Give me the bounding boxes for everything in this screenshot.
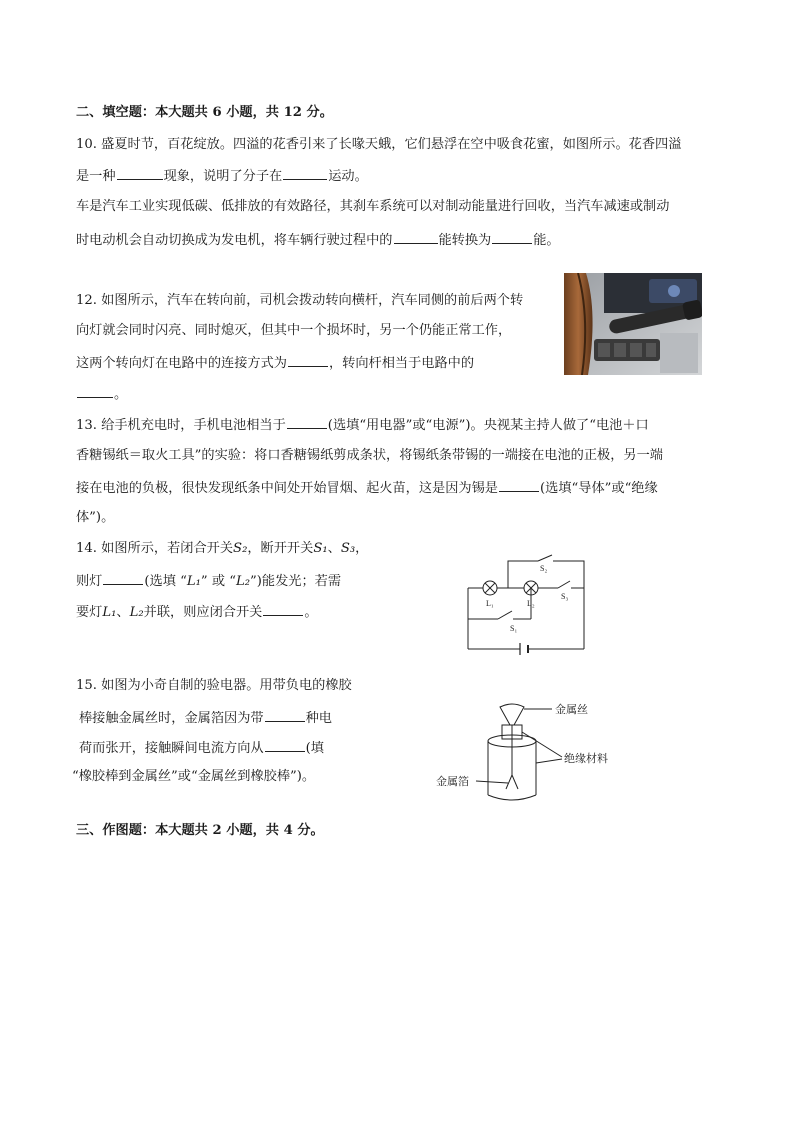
q10-text-c: 运动。 (328, 169, 368, 184)
q14-line-1 (76, 540, 368, 558)
electroscope-svg (430, 695, 620, 805)
circuit-diagram-svg (460, 553, 590, 657)
label-metal-wire: 金属丝 (555, 704, 588, 716)
q14-text-d: (选填 “ (144, 574, 187, 589)
q14-blank-2[interactable] (263, 602, 303, 616)
q15-blank-2[interactable] (265, 738, 305, 752)
q13-line-2: 香糖锡纸＝取火工具”的实验：将口香糖锡纸剪成条状，将锡纸条带锡的一端接在电池的正极，另一端 (76, 448, 663, 463)
q10-text-a: 是一种 (76, 169, 116, 184)
label-insulator: 绝缘材料 (564, 753, 608, 765)
q13-text-b2: (选填“导体”或“绝缘 (540, 481, 658, 496)
section-2-heading: 二、填空题：本大题共 6 小题，共 12 分。 (76, 105, 333, 120)
q14-lamp-l1: L₁ (186, 574, 201, 589)
q14-text-i: 。 (304, 605, 318, 620)
q14-blank-1[interactable] (103, 571, 143, 585)
q14-text-c: 则灯 (76, 574, 103, 589)
circuit-diagram (460, 553, 590, 657)
q14-text-e: ” 或 “ (200, 574, 236, 589)
car-turn-signal-photo (564, 273, 702, 375)
q15-text-c: 荷而张开，接触瞬间电流方向从 (79, 741, 264, 756)
q10-line-1: 10. 盛夏时节，百花绽放。四溢的花香引来了长喙天蛾，它们悬浮在空中吸食花蜜，如图所示。花香四溢 (76, 137, 682, 152)
q11-line-2 (76, 230, 560, 250)
q14-line-2 (76, 571, 341, 591)
q11-text-c: 能。 (533, 233, 560, 248)
q10-text-b: 现象，说明了分子在 (163, 169, 283, 184)
q14-text-b: ，断开开关 (247, 541, 314, 556)
q14-text-g: 要灯 (76, 605, 103, 620)
q12-line-3 (76, 353, 474, 373)
q14-text-f: ”)能发光；若需 (250, 574, 342, 589)
q12-line-1: 12. 如图所示，汽车在转向前，司机会拨动转向横杆，汽车同侧的前后两个转 (76, 293, 524, 308)
q14-lamp-l2: L₂ (235, 574, 250, 589)
q13-text-b: (选填“用电器”或“电源”)。央视某主持人做了“电池＋口 (327, 418, 649, 433)
q14-line-3 (76, 602, 318, 622)
electroscope-figure (430, 695, 620, 805)
q15-blank-1[interactable] (265, 708, 305, 722)
q12-line-4 (76, 384, 127, 404)
q13-line-1 (76, 415, 649, 435)
q13-line-3 (76, 478, 658, 498)
q15-text-b: 种电 (305, 711, 332, 726)
q14-comma: ， (355, 541, 369, 556)
q15-line-4: “橡胶棒到金属丝”或“金属丝到橡胶棒”)。 (72, 769, 316, 784)
q10-blank-2[interactable] (283, 166, 327, 180)
q13-blank-1[interactable] (287, 415, 327, 429)
q14-sep-b: 、 (116, 605, 130, 620)
circuit-label-s2: S₂ (540, 564, 548, 573)
q12-blank-1[interactable] (288, 353, 328, 367)
q11-text-a: 时电动机会自动切换成为发电机，将车辆行驶过程中的 (76, 233, 393, 248)
q12-text-a: 这两个转向灯在电路中的连接方式为 (76, 356, 287, 371)
q12-line-2: 向灯就会同时闪亮、同时熄灭，但其中一个损坏时，另一个仍能正常工作， (76, 323, 512, 338)
q15-text-a: 棒接触金属丝时，金属箔因为带 (79, 711, 264, 726)
circuit-label-l1: L₁ (486, 599, 494, 608)
q12-blank-2[interactable] (77, 384, 113, 398)
car-turn-signal-illustration (564, 273, 702, 375)
q14-switch-s1: S₁ (313, 541, 328, 556)
q12-text-b: ，转向杆相当于电路中的 (329, 356, 475, 371)
circuit-label-s3: S₃ (561, 592, 569, 601)
circuit-label-l2: L₂ (527, 599, 535, 608)
q14-text-a: 14. 如图所示，若闭合开关 (76, 541, 234, 556)
circuit-label-s1: S₁ (510, 624, 518, 633)
q11-line-1: 车是汽车工业实现低碳、低排放的有效路径，其刹车系统可以对制动能量进行回收，当汽车减速或制动 (76, 199, 670, 214)
q10-line-2 (76, 166, 368, 186)
q15-text-d: (填 (305, 741, 324, 756)
q14-sep: 、 (327, 541, 341, 556)
q14-text-h: 并联，则应闭合开关 (143, 605, 263, 620)
q11-blank-1[interactable] (394, 230, 438, 244)
q15-line-3 (79, 738, 324, 758)
q15-line-1: 15. 如图为小奇自制的验电器。用带负电的橡胶 (76, 678, 352, 693)
q13-line-4: 体”)。 (76, 510, 115, 525)
q15-line-2 (79, 708, 332, 728)
section-3-heading: 三、作图题：本大题共 2 小题，共 4 分。 (76, 823, 324, 838)
q12-text-end: 。 (114, 387, 128, 402)
q14-switch-s3: S₃ (340, 541, 356, 556)
q11-text-b: 能转换为 (438, 233, 492, 248)
label-metal-foil: 金属箔 (436, 776, 469, 788)
q13-text-a2: 接在电池的负极，很快发现纸条中间处开始冒烟、起火苗，这是因为锡是 (76, 481, 498, 496)
q11-blank-2[interactable] (492, 230, 532, 244)
q13-text-a: 13. 给手机充电时，手机电池相当于 (76, 418, 286, 433)
q13-blank-2[interactable] (499, 478, 539, 492)
q14-lamp-l2-b: L₂ (129, 605, 144, 620)
q14-switch-s2: S₂ (233, 541, 248, 556)
q10-blank-1[interactable] (117, 166, 163, 180)
q14-lamp-l1-b: L₁ (102, 605, 117, 620)
